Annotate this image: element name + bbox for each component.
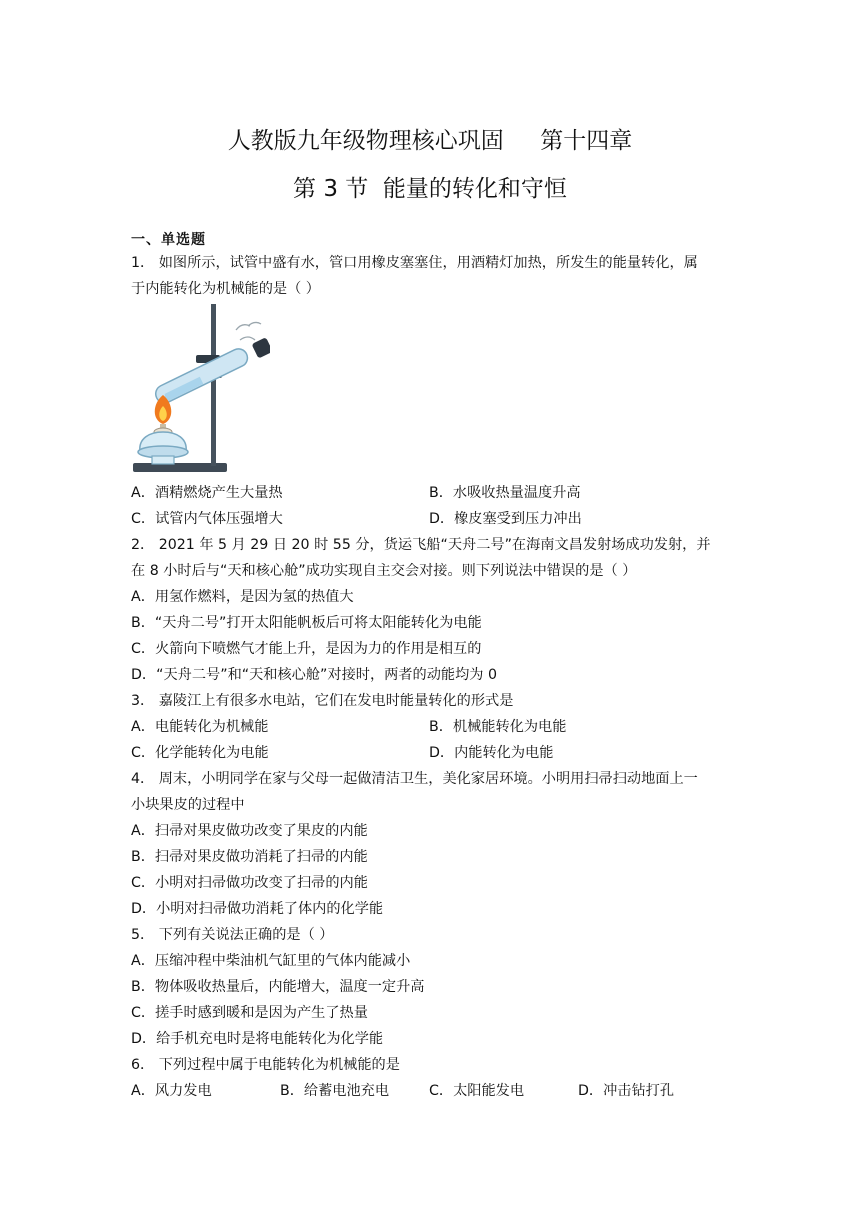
question-3-option-b[interactable]: B．机械能转化为电能 bbox=[429, 719, 567, 735]
question-4-option-d[interactable]: D．小明对扫帚做功消耗了体内的化学能 bbox=[131, 901, 384, 917]
question-1-option-d[interactable]: D．橡皮塞受到压力冲出 bbox=[429, 511, 582, 527]
question-3-option-d[interactable]: D．内能转化为电能 bbox=[429, 745, 554, 761]
question-1-stem-line-2: 于内能转化为机械能的是（ ） bbox=[131, 281, 320, 297]
page-subtitle: 第 3 节 能量的转化和守恒 bbox=[293, 176, 567, 202]
question-3-stem: 3． 嘉陵江上有很多水电站，它们在发电时能量转化的形式是 bbox=[131, 693, 514, 709]
question-5-option-d[interactable]: D．给手机充电时是将电能转化为化学能 bbox=[131, 1031, 384, 1047]
question-4-stem-line-2: 小块果皮的过程中 bbox=[131, 797, 245, 813]
page-title: 人教版九年级物理核心巩固 第十四章 bbox=[227, 128, 633, 154]
question-5-option-c[interactable]: C．搓手时感到暖和是因为产生了热量 bbox=[131, 1005, 368, 1021]
section-heading: 一、单选题 bbox=[131, 232, 206, 248]
question-3-option-c[interactable]: C．化学能转化为电能 bbox=[131, 745, 269, 761]
question-6-option-a[interactable]: A．风力发电 bbox=[131, 1083, 212, 1099]
question-4-stem-line-1: 4． 周末，小明同学在家与父母一起做清洁卫生，美化家居环境。小明用扫帚扫动地面上一 bbox=[131, 771, 698, 787]
question-2-stem-line-2: 在 8 小时后与“天和核心舱”成功实现自主交会对接。则下列说法中错误的是（ ） bbox=[131, 563, 637, 579]
question-2-stem-line-1: 2． 2021 年 5 月 29 日 20 时 55 分，货运飞船“天舟二号”在海南文昌发射场成功发射，并 bbox=[131, 537, 711, 553]
question-2-option-c[interactable]: C．火箭向下喷燃气才能上升，是因为力的作用是相互的 bbox=[131, 641, 482, 657]
question-5-stem: 5． 下列有关说法正确的是（ ） bbox=[131, 927, 334, 943]
question-6-stem: 6． 下列过程中属于电能转化为机械能的是 bbox=[131, 1057, 400, 1073]
question-4-option-c[interactable]: C．小明对扫帚做功改变了扫帚的内能 bbox=[131, 875, 368, 891]
question-6-option-c[interactable]: C．太阳能发电 bbox=[429, 1083, 525, 1099]
question-2-option-a[interactable]: A．用氢作燃料，是因为氢的热值大 bbox=[131, 589, 354, 605]
question-4-option-a[interactable]: A．扫帚对果皮做功改变了果皮的内能 bbox=[131, 823, 368, 839]
question-3-option-a[interactable]: A．电能转化为机械能 bbox=[131, 719, 269, 735]
question-5-option-a[interactable]: A．压缩冲程中柴油机气缸里的气体内能减小 bbox=[131, 953, 411, 969]
question-2-option-d[interactable]: D．“天舟二号”和“天和核心舱”对接时，两者的动能均为 0 bbox=[131, 667, 497, 683]
question-6-option-b[interactable]: B．给蓄电池充电 bbox=[280, 1083, 390, 1099]
question-1-option-b[interactable]: B．水吸收热量温度升高 bbox=[429, 485, 581, 501]
question-1-option-a[interactable]: A．酒精燃烧产生大量热 bbox=[131, 485, 283, 501]
question-1-stem-line-1: 1． 如图所示，试管中盛有水，管口用橡皮塞塞住，用酒精灯加热，所发生的能量转化，属 bbox=[131, 255, 698, 271]
question-1-option-c[interactable]: C．试管内气体压强增大 bbox=[131, 511, 283, 527]
question-5-option-b[interactable]: B．物体吸收热量后，内能增大，温度一定升高 bbox=[131, 979, 425, 995]
question-6-option-d[interactable]: D．冲击钻打孔 bbox=[578, 1083, 675, 1099]
question-4-option-b[interactable]: B．扫帚对果皮做功消耗了扫帚的内能 bbox=[131, 849, 368, 865]
question-2-option-b[interactable]: B．“天舟二号”打开太阳能帆板后可将太阳能转化为电能 bbox=[131, 615, 482, 631]
test-tube-heating-apparatus-icon bbox=[128, 300, 270, 478]
